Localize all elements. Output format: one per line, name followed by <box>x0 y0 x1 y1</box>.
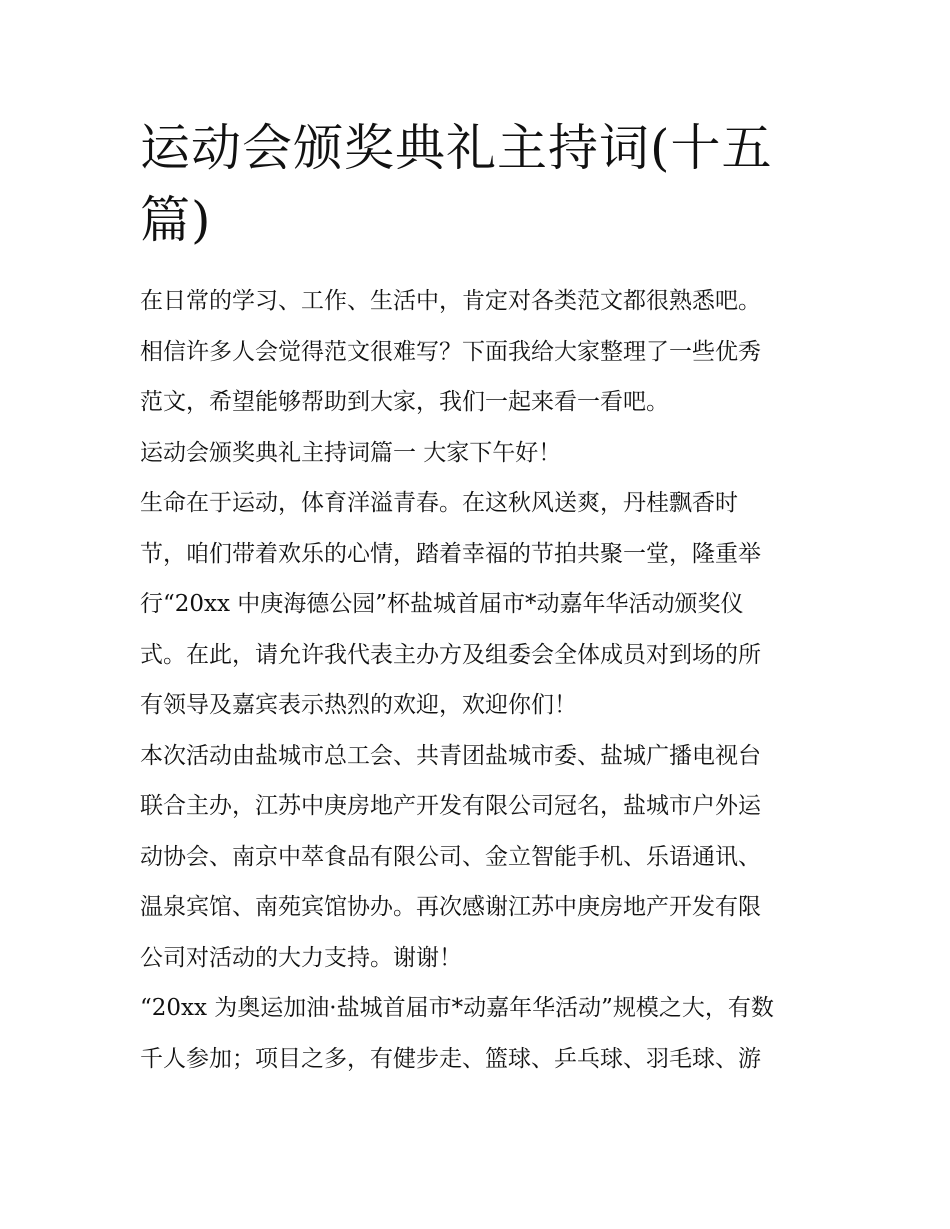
body-line: 范文，希望能够帮助到大家，我们一起来看一看吧。 <box>140 389 669 415</box>
body-line: 温泉宾馆、南苑宾馆协办。再次感谢江苏中庚房地产开发有限 <box>140 894 761 920</box>
body-line: 相信许多人会觉得范文很难写？下面我给大家整理了一些优秀 <box>140 338 761 365</box>
body-line: 生命在于运动，体育洋溢青春。在这秋风送爽，丹桂飘香时 <box>140 490 738 516</box>
body-line: 运动会颁奖典礼主持词篇一 大家下午好！ <box>140 439 562 466</box>
body-line: 联合主办，江苏中庚房地产开发有限公司冠名，盐城市户外运 <box>140 793 761 819</box>
body-line: 节，咱们带着欢乐的心情，踏着幸福的节拍共聚一堂，隆重举 <box>140 540 761 567</box>
document-title <box>140 112 820 256</box>
body-line: 行“20xx 中庚海德公园”杯盐城首届市*动嘉年华活动颁奖仪 <box>140 591 744 617</box>
body-line: 式。在此，请允许我代表主办方及组委会全体成员对到场的所 <box>140 641 761 668</box>
body-line: 动协会、南京中萃食品有限公司、金立智能手机、乐语通讯、 <box>140 843 761 870</box>
body-line: 在日常的学习、工作、生活中，肯定对各类范文都很熟悉吧。 <box>140 288 761 314</box>
title-line-1: 运动会颁奖典礼主持词(十五 <box>140 119 773 177</box>
title-line-2: 篇) <box>140 191 212 249</box>
body-line: 本次活动由盐城市总工会、共青团盐城市委、盐城广播电视台 <box>140 742 761 769</box>
document-body <box>140 276 820 1084</box>
body-line: 千人参加；项目之多，有健步走、篮球、乒乓球、羽毛球、游 <box>140 1045 761 1072</box>
body-line: “20xx 为奥运加油·盐城首届市*动嘉年华活动”规模之大，有数 <box>140 995 774 1021</box>
body-line: 公司对活动的大力支持。谢谢！ <box>140 944 462 971</box>
body-line: 有领导及嘉宾表示热烈的欢迎，欢迎你们！ <box>140 692 577 718</box>
